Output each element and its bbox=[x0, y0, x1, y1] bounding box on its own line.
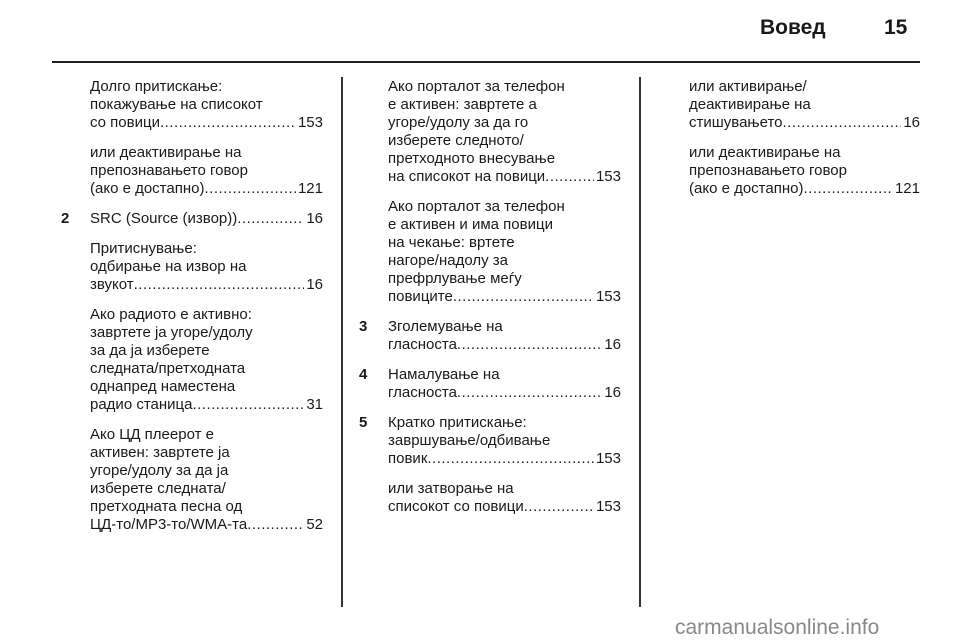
index-entry bbox=[90, 306, 323, 414]
entry-last-line: гласноста bbox=[388, 336, 457, 353]
index-entry bbox=[359, 318, 621, 354]
index-entry bbox=[388, 480, 621, 516]
entry-last-line: списокот со повици bbox=[388, 498, 524, 515]
column-divider-2 bbox=[639, 77, 641, 607]
entry-text-line: е активен и има повици bbox=[388, 216, 553, 233]
entry-leader-line bbox=[90, 114, 323, 132]
index-entry bbox=[90, 144, 323, 198]
dot-leader bbox=[457, 336, 602, 354]
dot-leader bbox=[803, 180, 892, 198]
index-entry bbox=[90, 240, 323, 294]
entry-last-line: повик bbox=[388, 450, 428, 467]
dot-leader bbox=[545, 168, 594, 186]
dot-leader bbox=[237, 210, 304, 228]
entry-text-line: деактивирање на bbox=[689, 96, 811, 113]
entry-text-line: или активирање/ bbox=[689, 78, 807, 95]
dot-leader bbox=[453, 288, 594, 306]
control-number: 4 bbox=[359, 366, 368, 383]
dot-leader bbox=[134, 276, 305, 294]
entry-text-line: Ако порталот за телефон bbox=[388, 198, 565, 215]
index-entry bbox=[359, 414, 621, 468]
entry-last-line: радио станица bbox=[90, 396, 193, 413]
entry-leader-line bbox=[90, 210, 323, 228]
entry-last-line: повиците bbox=[388, 288, 453, 305]
entry-leader-line bbox=[90, 516, 323, 534]
entry-leader-line bbox=[90, 276, 323, 294]
entry-text-line: угоре/удолу за да го bbox=[388, 114, 529, 131]
page-reference: 16 bbox=[604, 336, 621, 353]
control-number: 2 bbox=[61, 210, 70, 227]
entry-text-line: изберете следното/ bbox=[388, 132, 524, 149]
entry-text-line: однапред наместена bbox=[90, 378, 236, 395]
page-reference: 121 bbox=[297, 180, 323, 197]
index-entry bbox=[388, 78, 621, 186]
entry-last-line: гласноста bbox=[388, 384, 457, 401]
index-entry bbox=[90, 426, 323, 534]
page-reference: 153 bbox=[297, 114, 323, 131]
entry-leader-line bbox=[90, 396, 323, 414]
entry-text-line: препознавањето говор bbox=[90, 162, 248, 179]
entry-text-line: Ако радиото е активно: bbox=[90, 306, 252, 323]
page-reference: 52 bbox=[306, 516, 323, 533]
entry-text-line: или деактивирање на bbox=[689, 144, 841, 161]
dot-leader bbox=[783, 114, 902, 132]
page-number: 15 bbox=[884, 16, 908, 39]
page-reference: 16 bbox=[604, 384, 621, 401]
entry-text-line: препознавањето говор bbox=[689, 162, 847, 179]
entry-text-line: или затворање на bbox=[388, 480, 514, 497]
dot-leader bbox=[160, 114, 296, 132]
entry-text-line: Кратко притискање: bbox=[388, 414, 527, 431]
control-number: 3 bbox=[359, 318, 368, 335]
index-entry bbox=[689, 144, 920, 198]
page-reference: 153 bbox=[595, 498, 621, 515]
entry-text-line: покажување на списокот bbox=[90, 96, 263, 113]
entry-last-line: SRC (Source (извор)) bbox=[90, 210, 238, 227]
entry-text-line: завршување/одбивање bbox=[388, 432, 551, 449]
entry-last-line: со повици bbox=[90, 114, 160, 131]
page-reference: 16 bbox=[903, 114, 920, 131]
dot-leader bbox=[457, 384, 602, 402]
entry-text-line: следната/претходната bbox=[90, 360, 246, 377]
entry-text-line: префрлување меѓу bbox=[388, 270, 522, 287]
entry-leader-line bbox=[388, 498, 621, 516]
page-reference: 31 bbox=[306, 396, 323, 413]
entry-text-line: Зголемување на bbox=[388, 318, 503, 335]
header-rule bbox=[52, 61, 920, 63]
page-reference: 16 bbox=[306, 276, 323, 293]
entry-leader-line bbox=[388, 336, 621, 354]
index-entry bbox=[61, 210, 323, 228]
entry-text-line: угоре/удолу за да ја bbox=[90, 462, 229, 479]
entry-leader-line bbox=[90, 180, 323, 198]
dot-leader bbox=[427, 450, 594, 468]
entry-text-line: е активен: завртете а bbox=[388, 96, 537, 113]
entry-text-line: претходната песна од bbox=[90, 498, 243, 515]
index-entry bbox=[359, 366, 621, 402]
column-divider-1 bbox=[341, 77, 343, 607]
page-reference: 153 bbox=[595, 450, 621, 467]
entry-last-line: ЦД-то/MP3-то/WMA-та bbox=[90, 516, 248, 533]
entry-leader-line bbox=[388, 168, 621, 186]
entry-text-line: Ако порталот за телефон bbox=[388, 78, 565, 95]
entry-text-line: за да ја изберете bbox=[90, 342, 210, 359]
index-entry bbox=[689, 78, 920, 132]
column-1 bbox=[61, 78, 323, 546]
column-2 bbox=[359, 78, 621, 528]
entry-last-line: звукот bbox=[90, 276, 134, 293]
entry-last-line: стишувањето bbox=[689, 114, 783, 131]
entry-leader-line bbox=[388, 384, 621, 402]
entry-text-line: или деактивирање на bbox=[90, 144, 242, 161]
dot-leader bbox=[192, 396, 304, 414]
entry-last-line: на списокот на повици bbox=[388, 168, 546, 185]
control-number: 5 bbox=[359, 414, 368, 431]
entry-text-line: Долго притискање: bbox=[90, 78, 223, 95]
entry-text-line: Намалување на bbox=[388, 366, 500, 383]
entry-text-line: нагоре/надолу за bbox=[388, 252, 508, 269]
entry-leader-line bbox=[388, 288, 621, 306]
dot-leader bbox=[247, 516, 304, 534]
entry-text-line: завртете ја угоре/удолу bbox=[90, 324, 253, 341]
entry-text-line: претходното внесување bbox=[388, 150, 556, 167]
index-entry bbox=[90, 78, 323, 132]
entry-text-line: Притиснување: bbox=[90, 240, 197, 257]
entry-text-line: активен: завртете ја bbox=[90, 444, 230, 461]
page-reference: 153 bbox=[595, 288, 621, 305]
entry-leader-line bbox=[689, 180, 920, 198]
entry-text-line: изберете следната/ bbox=[90, 480, 226, 497]
entry-text-line: на чекање: вртете bbox=[388, 234, 515, 251]
entry-last-line: (ако е достапно) bbox=[90, 180, 205, 197]
footer-watermark: carmanualsonline.info bbox=[675, 616, 880, 639]
entry-text-line: Ако ЦД плеерот е bbox=[90, 426, 214, 443]
entry-leader-line bbox=[689, 114, 920, 132]
page-reference: 121 bbox=[894, 180, 920, 197]
entry-text-line: одбирање на извор на bbox=[90, 258, 247, 275]
page-reference: 153 bbox=[595, 168, 621, 185]
dot-leader bbox=[204, 180, 295, 198]
dot-leader bbox=[524, 498, 594, 516]
column-3 bbox=[689, 78, 920, 210]
index-entry bbox=[388, 198, 621, 306]
entry-last-line: (ако е достапно) bbox=[689, 180, 804, 197]
page-reference: 16 bbox=[306, 210, 323, 227]
entry-leader-line bbox=[388, 450, 621, 468]
page-header-title: Вовед bbox=[760, 16, 826, 39]
